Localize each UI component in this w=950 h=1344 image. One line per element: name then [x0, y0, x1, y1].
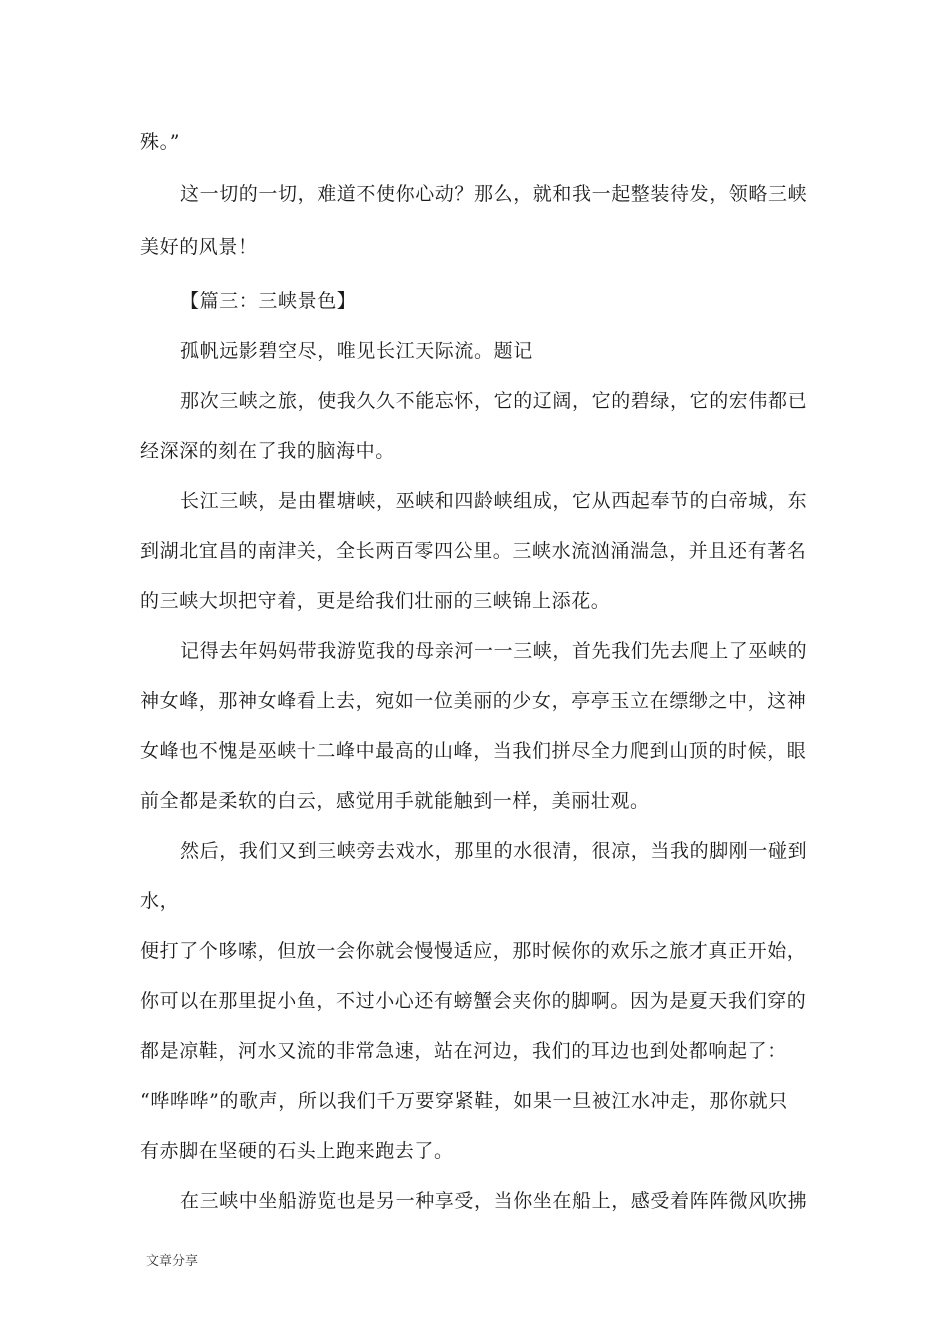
text-line: 的三峡大坝把守着，更是给我们壮丽的三峡锦上添花。	[140, 590, 611, 612]
text-line: 到湖北宜昌的南津关，全长两百零四公里。三峡水流汹涌湍急，并且还有著名	[140, 540, 807, 562]
text-line: 你可以在那里捉小鱼，不过小心还有螃蟹会夹你的脚啊。因为是夏天我们穿的	[140, 990, 807, 1012]
text-line: 记得去年妈妈带我游览我的母亲河一一三峡，首先我们先去爬上了巫峡的	[180, 640, 808, 662]
text-line: 殊。”	[140, 131, 181, 153]
text-line: 都是凉鞋，河水又流的非常急速，站在河边，我们的耳边也到处都响起了：	[140, 1040, 787, 1062]
text-line: 经深深的刻在了我的脑海中。	[140, 440, 395, 462]
epigraph: 孤帆远影碧空尽，唯见长江天际流。题记	[180, 340, 533, 362]
text-line: 有赤脚在坚硬的石头上跑来跑去了。	[140, 1140, 454, 1162]
text-line: 然后，我们又到三峡旁去戏水，那里的水很清，很凉，当我的脚刚一碰到	[180, 840, 808, 862]
text-line: 长江三峡，是由瞿塘峡，巫峡和四龄峡组成，它从西起奉节的白帝城，东	[180, 490, 808, 512]
page-footer: 文章分享	[146, 1254, 199, 1269]
text-line: 便打了个哆嗦，但放一会你就会慢慢适应，那时候你的欢乐之旅才真正开始，	[140, 940, 807, 962]
text-line: 这一切的一切，难道不使你心动？那么，就和我一起整装待发，领略三峡	[180, 183, 808, 205]
section-heading: 【篇三：三峡景色】	[180, 290, 357, 312]
text-line: “哗哗哗”的歌声，所以我们千万要穿紧鞋，如果一旦被江水冲走，那你就只	[140, 1090, 788, 1112]
text-line: 在三峡中坐船游览也是另一种享受，当你坐在船上，感受着阵阵微风吹拂	[180, 1190, 808, 1212]
text-line: 神女峰，那神女峰看上去，宛如一位美丽的少女，亭亭玉立在缥缈之中，这神	[140, 690, 807, 712]
text-line: 水，	[140, 890, 180, 912]
text-line: 那次三峡之旅，使我久久不能忘怀，它的辽阔，它的碧绿，它的宏伟都已	[180, 390, 808, 412]
text-line: 女峰也不愧是巫峡十二峰中最高的山峰，当我们拼尽全力爬到山顶的时候，眼	[140, 740, 807, 762]
text-line: 前全都是柔软的白云，感觉用手就能触到一样，美丽壮观。	[140, 790, 650, 812]
text-line: 美好的风景！	[140, 236, 258, 258]
